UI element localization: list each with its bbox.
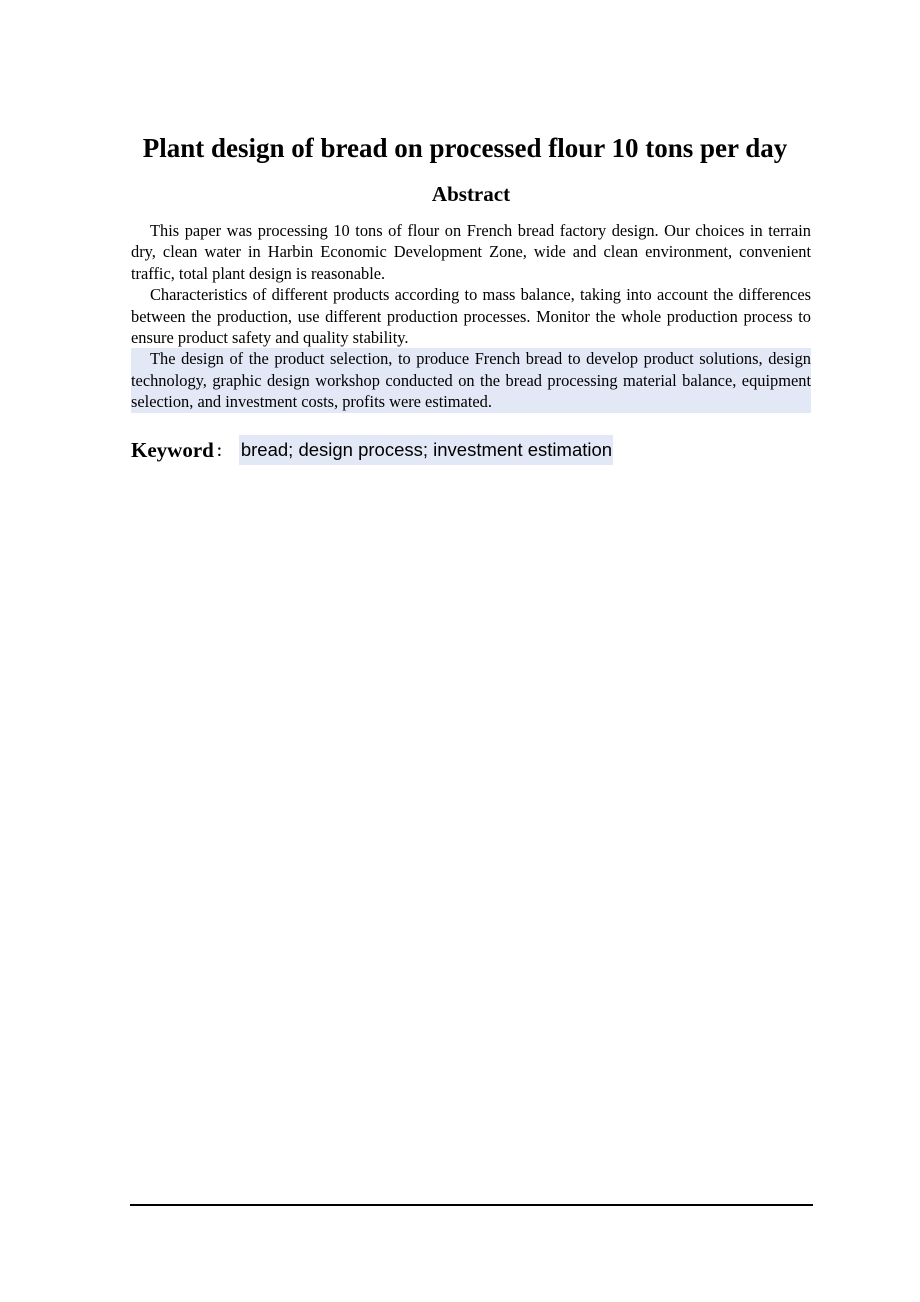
abstract-paragraph-1: This paper was processing 10 tons of flour on French bread factory design. Our choices in terrain dry, clean water in Harbin Economic Development Zone, wide and clean environment, convenient traffic, total plant design is reasonable. (131, 221, 811, 283)
keyword-label: Keyword (131, 437, 214, 462)
paper-title: Plant design of bread on processed flour 10 tons per day (142, 133, 788, 163)
keyword-separator: ： (215, 441, 231, 460)
abstract-paragraph-2: Characteristics of different products according to mass balance, taking into account the differences between the production, use different production processes. Monitor the whole production process to ensure product safety and quality stability. (131, 285, 811, 348)
footer-rule (130, 1204, 813, 1206)
abstract-paragraph-3-highlighted: The design of the product selection, to produce French bread to develop product solutions, design technology, graphic design workshop conducted on the bread processing material balance, equipment selection, and investment costs, profits were estimated. (131, 349, 811, 412)
keyword-values-highlighted: bread; design process; investment estimation (239, 435, 613, 465)
abstract-body (131, 220, 811, 413)
keyword-line (131, 434, 613, 466)
abstract-heading: Abstract (431, 182, 511, 206)
